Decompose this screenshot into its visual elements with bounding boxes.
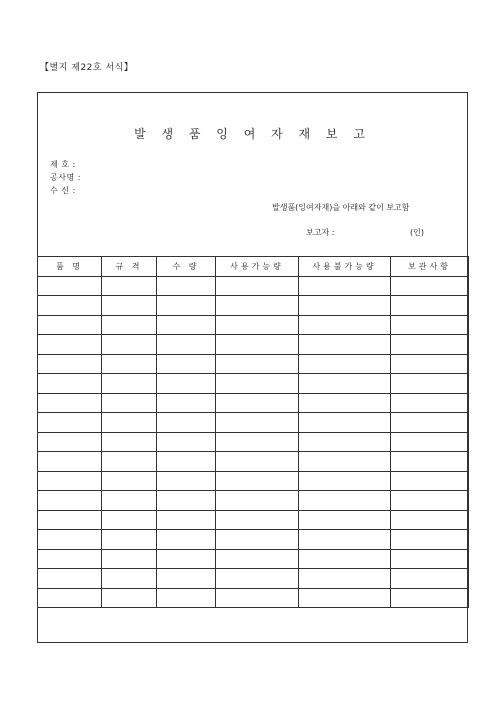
table-cell[interactable] [38, 413, 102, 433]
table-cell[interactable] [38, 296, 102, 316]
table-header-row [38, 257, 469, 277]
table-cell[interactable] [157, 393, 216, 413]
table-cell[interactable] [102, 588, 157, 608]
table-cell[interactable] [391, 374, 469, 394]
header-storage-notes: 보관사항 [391, 257, 469, 277]
table-cell[interactable] [391, 491, 469, 511]
table-row [38, 530, 469, 550]
table-cell[interactable] [102, 413, 157, 433]
table-cell[interactable] [216, 452, 299, 472]
table-row [38, 510, 469, 530]
table-row [38, 413, 469, 433]
table-cell[interactable] [38, 452, 102, 472]
table-cell[interactable] [38, 491, 102, 511]
report-form-frame [37, 92, 468, 643]
items-table [37, 256, 469, 608]
table-cell[interactable] [102, 432, 157, 452]
table-cell[interactable] [299, 413, 391, 433]
header-item-name: 품 명 [38, 257, 102, 277]
table-cell[interactable] [216, 393, 299, 413]
table-row [38, 452, 469, 472]
table-row [38, 491, 469, 511]
table-cell[interactable] [102, 452, 157, 472]
table-cell[interactable] [299, 374, 391, 394]
table-cell[interactable] [391, 510, 469, 530]
table-cell[interactable] [391, 569, 469, 589]
table-cell[interactable] [299, 452, 391, 472]
table-cell[interactable] [391, 276, 469, 296]
table-cell[interactable] [38, 335, 102, 355]
table-cell[interactable] [157, 315, 216, 335]
table-cell[interactable] [299, 315, 391, 335]
recipient-field: 수 신 : [50, 186, 76, 195]
table-cell[interactable] [216, 432, 299, 452]
table-cell[interactable] [102, 393, 157, 413]
table-row [38, 432, 469, 452]
table-cell[interactable] [157, 452, 216, 472]
table-cell[interactable] [102, 530, 157, 550]
table-cell[interactable] [102, 549, 157, 569]
table-cell[interactable] [299, 354, 391, 374]
table-cell[interactable] [216, 374, 299, 394]
table-cell[interactable] [38, 549, 102, 569]
table-cell[interactable] [157, 569, 216, 589]
table-cell[interactable] [157, 471, 216, 491]
table-cell[interactable] [38, 510, 102, 530]
table-cell[interactable] [299, 549, 391, 569]
table-cell[interactable] [299, 276, 391, 296]
table-row [38, 569, 469, 589]
table-cell[interactable] [102, 335, 157, 355]
table-cell[interactable] [38, 432, 102, 452]
table-cell[interactable] [391, 530, 469, 550]
table-cell[interactable] [157, 413, 216, 433]
header-usable-qty: 사용가능량 [216, 257, 299, 277]
table-cell[interactable] [391, 335, 469, 355]
table-row [38, 588, 469, 608]
table-cell[interactable] [391, 354, 469, 374]
table-cell[interactable] [216, 296, 299, 316]
table-cell[interactable] [216, 315, 299, 335]
table-cell[interactable] [38, 276, 102, 296]
table-row [38, 471, 469, 491]
table-cell[interactable] [216, 588, 299, 608]
table-cell[interactable] [299, 335, 391, 355]
header-quantity: 수 량 [157, 257, 216, 277]
table-cell[interactable] [157, 276, 216, 296]
table-cell[interactable] [102, 276, 157, 296]
table-cell[interactable] [299, 510, 391, 530]
table-cell[interactable] [391, 393, 469, 413]
table-cell[interactable] [157, 491, 216, 511]
table-cell[interactable] [216, 491, 299, 511]
table-cell[interactable] [157, 432, 216, 452]
table-cell[interactable] [102, 374, 157, 394]
table-cell[interactable] [299, 432, 391, 452]
table-cell[interactable] [157, 374, 216, 394]
table-cell[interactable] [299, 569, 391, 589]
table-cell[interactable] [38, 315, 102, 335]
table-cell[interactable] [38, 354, 102, 374]
table-row [38, 393, 469, 413]
table-cell[interactable] [157, 530, 216, 550]
table-row [38, 276, 469, 296]
table-cell[interactable] [38, 393, 102, 413]
table-cell[interactable] [102, 296, 157, 316]
report-title: 발 생 품 잉 여 자 재 보 고 [134, 127, 371, 141]
table-cell[interactable] [102, 315, 157, 335]
table-cell[interactable] [299, 296, 391, 316]
table-cell[interactable] [102, 510, 157, 530]
table-cell[interactable] [157, 549, 216, 569]
table-cell[interactable] [299, 588, 391, 608]
seal-mark: (인) [410, 228, 424, 237]
table-cell[interactable] [391, 452, 469, 472]
table-row [38, 315, 469, 335]
table-row [38, 374, 469, 394]
table-cell[interactable] [391, 549, 469, 569]
table-cell[interactable] [216, 413, 299, 433]
doc-number-field: 제 호 : [50, 160, 76, 169]
table-cell[interactable] [391, 471, 469, 491]
table-cell[interactable] [157, 296, 216, 316]
table-row [38, 549, 469, 569]
report-statement: 발생품(잉여자재)을 아래와 같이 보고함 [272, 203, 410, 212]
table-cell[interactable] [102, 471, 157, 491]
table-cell[interactable] [216, 276, 299, 296]
table-cell[interactable] [216, 471, 299, 491]
table-row [38, 335, 469, 355]
table-cell[interactable] [216, 530, 299, 550]
table-row [38, 296, 469, 316]
table-cell[interactable] [102, 354, 157, 374]
form-number-label: 【별지 제22호 서식】 [40, 63, 134, 73]
table-cell[interactable] [216, 510, 299, 530]
table-cell[interactable] [391, 432, 469, 452]
table-cell[interactable] [157, 588, 216, 608]
table-cell[interactable] [299, 491, 391, 511]
table-cell[interactable] [38, 569, 102, 589]
table-cell[interactable] [157, 354, 216, 374]
project-name-field: 공사명 : [50, 173, 81, 182]
table-cell[interactable] [391, 413, 469, 433]
table-cell[interactable] [38, 588, 102, 608]
header-unusable-qty: 사용불가능량 [299, 257, 391, 277]
table-cell[interactable] [216, 549, 299, 569]
table-cell[interactable] [216, 335, 299, 355]
table-cell[interactable] [216, 354, 299, 374]
table-cell[interactable] [102, 491, 157, 511]
table-cell[interactable] [299, 471, 391, 491]
table-cell[interactable] [216, 569, 299, 589]
table-cell[interactable] [299, 393, 391, 413]
reporter-label: 보고자 : [306, 228, 335, 237]
table-cell[interactable] [38, 471, 102, 491]
header-spec: 규 격 [102, 257, 157, 277]
table-cell[interactable] [157, 335, 216, 355]
table-cell[interactable] [157, 510, 216, 530]
table-row [38, 354, 469, 374]
table-cell[interactable] [102, 569, 157, 589]
table-cell[interactable] [299, 530, 391, 550]
table-cell[interactable] [391, 296, 469, 316]
table-cell[interactable] [391, 315, 469, 335]
table-cell[interactable] [38, 374, 102, 394]
table-cell[interactable] [391, 588, 469, 608]
table-cell[interactable] [38, 530, 102, 550]
